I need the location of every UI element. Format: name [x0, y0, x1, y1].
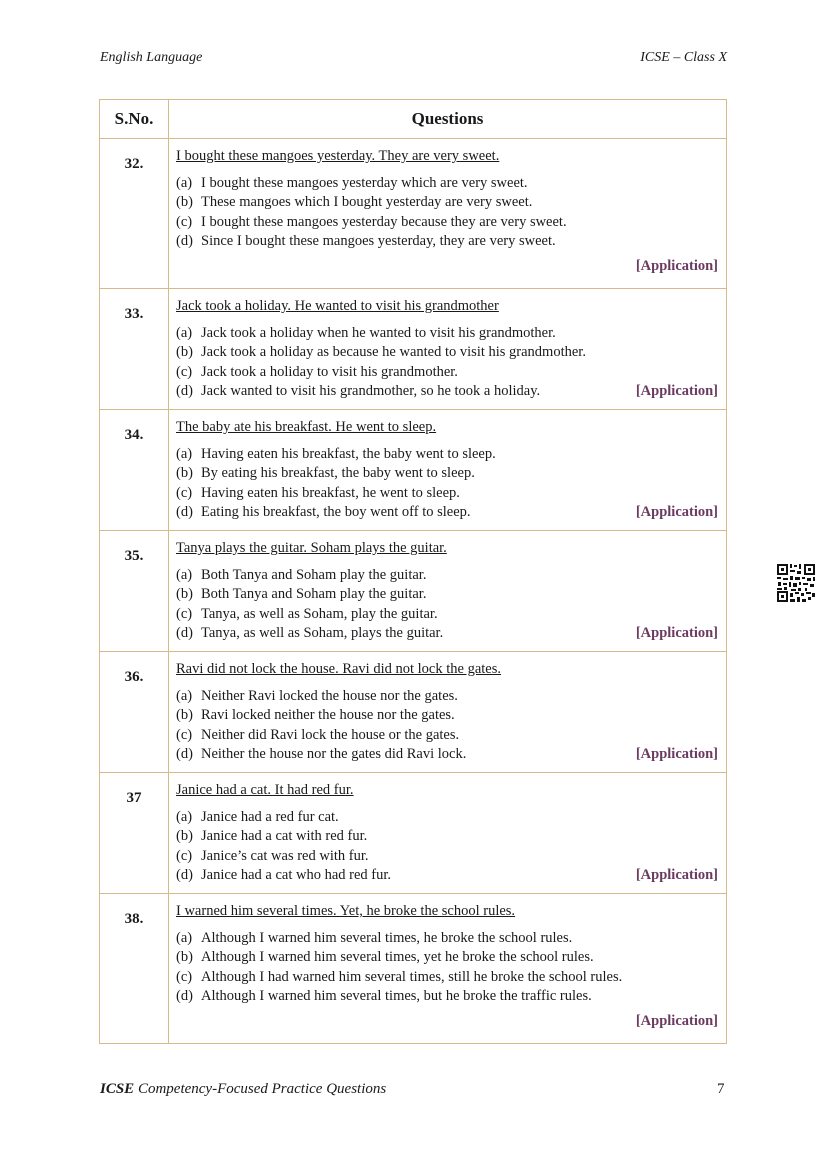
option-d	[176, 232, 718, 252]
option-text: Jack took a holiday to visit his grandmother.	[201, 363, 458, 380]
option-text: Both Tanya and Soham play the guitar.	[201, 586, 427, 602]
option-text: Although I had warned him several times, still he broke the school rules.	[201, 968, 623, 985]
question-cell	[169, 289, 727, 410]
option-text: Jack wanted to visit his grandmother, so he took a holiday.	[201, 383, 541, 399]
option-letter: (c)	[176, 847, 193, 864]
question-row	[100, 894, 727, 1044]
option-text: Ravi locked neither the house nor the gates.	[201, 707, 455, 723]
option-b	[176, 343, 718, 363]
question-cell	[169, 894, 727, 1044]
option-text: Neither did Ravi lock the house or the gates.	[201, 726, 460, 743]
question-number: 34.	[100, 410, 169, 531]
option-c	[176, 968, 718, 988]
footer-title	[100, 1081, 386, 1098]
question-cell	[169, 652, 727, 773]
option-d	[176, 987, 718, 1007]
option-letter: (c)	[176, 484, 193, 501]
question-row	[100, 410, 727, 531]
option-letter: (b)	[176, 586, 193, 602]
option-text: Jack took a holiday as because he wanted to visit his grandmother.	[201, 344, 586, 360]
option-letter: (c)	[176, 605, 193, 622]
header-subject: English Language	[100, 50, 203, 65]
question-number: 38.	[100, 894, 169, 1044]
question-row	[100, 139, 727, 289]
question-row	[100, 289, 727, 410]
page-number: 7	[717, 1081, 725, 1097]
option-letter: (d)	[176, 504, 193, 520]
option-text: By eating his breakfast, the baby went to sleep.	[201, 465, 475, 481]
option-text: Having eaten his breakfast, he went to sleep.	[201, 484, 460, 501]
option-b	[176, 585, 718, 605]
qr-code-icon[interactable]	[776, 563, 816, 603]
option-letter: (a)	[176, 929, 193, 946]
option-text: I bought these mangoes yesterday which are very sweet.	[201, 174, 528, 191]
question-row	[100, 652, 727, 773]
option-b	[176, 193, 718, 213]
option-letter: (b)	[176, 949, 193, 965]
skill-tag: [Application]	[635, 624, 718, 641]
option-letter: (a)	[176, 445, 193, 462]
question-number: 37	[100, 773, 169, 894]
question-stem: Tanya plays the guitar. Soham plays the guitar.	[176, 540, 447, 556]
option-text: Janice had a cat who had red fur.	[201, 867, 392, 883]
option-letter: (b)	[176, 344, 193, 360]
option-text: Jack took a holiday when he wanted to visit his grandmother.	[201, 324, 556, 341]
option-text: Tanya, as well as Soham, play the guitar.	[201, 605, 438, 622]
option-letter: (d)	[176, 233, 193, 249]
option-a	[176, 808, 718, 828]
skill-tag: [Application]	[635, 745, 718, 762]
option-letter: (d)	[176, 625, 193, 641]
option-letter: (c)	[176, 968, 193, 985]
option-letter: (b)	[176, 465, 193, 481]
question-stem: Ravi did not lock the house. Ravi did not lock the gates.	[176, 661, 501, 677]
footer-title-text: Competency-Focused Practice Questions	[137, 1081, 387, 1097]
question-number: 36.	[100, 652, 169, 773]
option-text: These mangoes which I bought yesterday are very sweet.	[201, 194, 533, 210]
option-text: I bought these mangoes yesterday because they are very sweet.	[201, 213, 567, 230]
questions-column-header: Questions	[169, 100, 727, 139]
option-c	[176, 847, 718, 867]
question-stem: I warned him several times. Yet, he broke the school rules.	[176, 903, 516, 919]
skill-tag: [Application]	[635, 257, 718, 274]
option-text: Although I warned him several times, he broke the school rules.	[201, 929, 573, 946]
option-text: Both Tanya and Soham play the guitar.	[201, 566, 427, 583]
option-c	[176, 484, 718, 504]
option-a	[176, 687, 718, 707]
option-a	[176, 929, 718, 949]
question-stem: The baby ate his breakfast. He went to sleep.	[176, 419, 437, 435]
option-a	[176, 445, 718, 465]
option-text: Neither the house nor the gates did Ravi lock.	[201, 746, 467, 762]
option-text: Tanya, as well as Soham, plays the guitar.	[201, 625, 444, 641]
option-letter: (a)	[176, 687, 193, 704]
table-header-row	[100, 100, 727, 139]
option-text: Janice had a red fur cat.	[201, 808, 339, 825]
option-text: Having eaten his breakfast, the baby went to sleep.	[201, 445, 496, 462]
questions-table	[99, 99, 727, 1044]
option-letter: (d)	[176, 988, 193, 1004]
question-row	[100, 531, 727, 652]
header-class: ICSE – Class X	[640, 50, 727, 65]
skill-tag: [Application]	[635, 866, 718, 883]
question-number: 32.	[100, 139, 169, 289]
question-cell	[169, 531, 727, 652]
sno-column-header: S.No.	[100, 100, 169, 139]
option-c	[176, 726, 718, 746]
option-letter: (d)	[176, 383, 193, 399]
option-c	[176, 363, 718, 383]
question-stem: Janice had a cat. It had red fur.	[176, 782, 354, 798]
option-letter: (d)	[176, 867, 193, 883]
question-stem: Jack took a holiday. He wanted to visit his grandmother	[176, 298, 499, 314]
option-text: Neither Ravi locked the house nor the gates.	[201, 687, 458, 704]
option-letter: (b)	[176, 828, 193, 844]
option-b	[176, 827, 718, 847]
option-a	[176, 324, 718, 344]
option-letter: (a)	[176, 174, 193, 191]
question-number: 35.	[100, 531, 169, 652]
option-text: Janice had a cat with red fur.	[201, 828, 368, 844]
question-cell	[169, 773, 727, 894]
option-b	[176, 464, 718, 484]
option-letter: (a)	[176, 566, 193, 583]
skill-tag: [Application]	[635, 1012, 718, 1029]
question-stem: I bought these mangoes yesterday. They are very sweet.	[176, 148, 500, 164]
option-letter: (b)	[176, 194, 193, 210]
option-text: Since I bought these mangoes yesterday, they are very sweet.	[201, 233, 556, 249]
option-b	[176, 706, 718, 726]
question-cell	[169, 139, 727, 289]
option-letter: (c)	[176, 726, 193, 743]
option-letter: (a)	[176, 324, 193, 341]
option-text: Although I warned him several times, yet he broke the school rules.	[201, 949, 594, 965]
skill-tag: [Application]	[635, 503, 718, 520]
option-c	[176, 605, 718, 625]
option-b	[176, 948, 718, 968]
footer-brand: ICSE	[100, 1081, 135, 1097]
option-letter: (c)	[176, 213, 193, 230]
question-number: 33.	[100, 289, 169, 410]
skill-tag: [Application]	[635, 382, 718, 399]
option-letter: (c)	[176, 363, 193, 380]
option-letter: (b)	[176, 707, 193, 723]
option-a	[176, 566, 718, 586]
option-c	[176, 213, 718, 233]
question-row	[100, 773, 727, 894]
question-cell	[169, 410, 727, 531]
option-text: Although I warned him several times, but he broke the traffic rules.	[201, 988, 592, 1004]
option-letter: (d)	[176, 746, 193, 762]
option-a	[176, 174, 718, 194]
option-text: Janice’s cat was red with fur.	[201, 847, 369, 864]
option-text: Eating his breakfast, the boy went off to sleep.	[201, 504, 471, 520]
option-letter: (a)	[176, 808, 193, 825]
